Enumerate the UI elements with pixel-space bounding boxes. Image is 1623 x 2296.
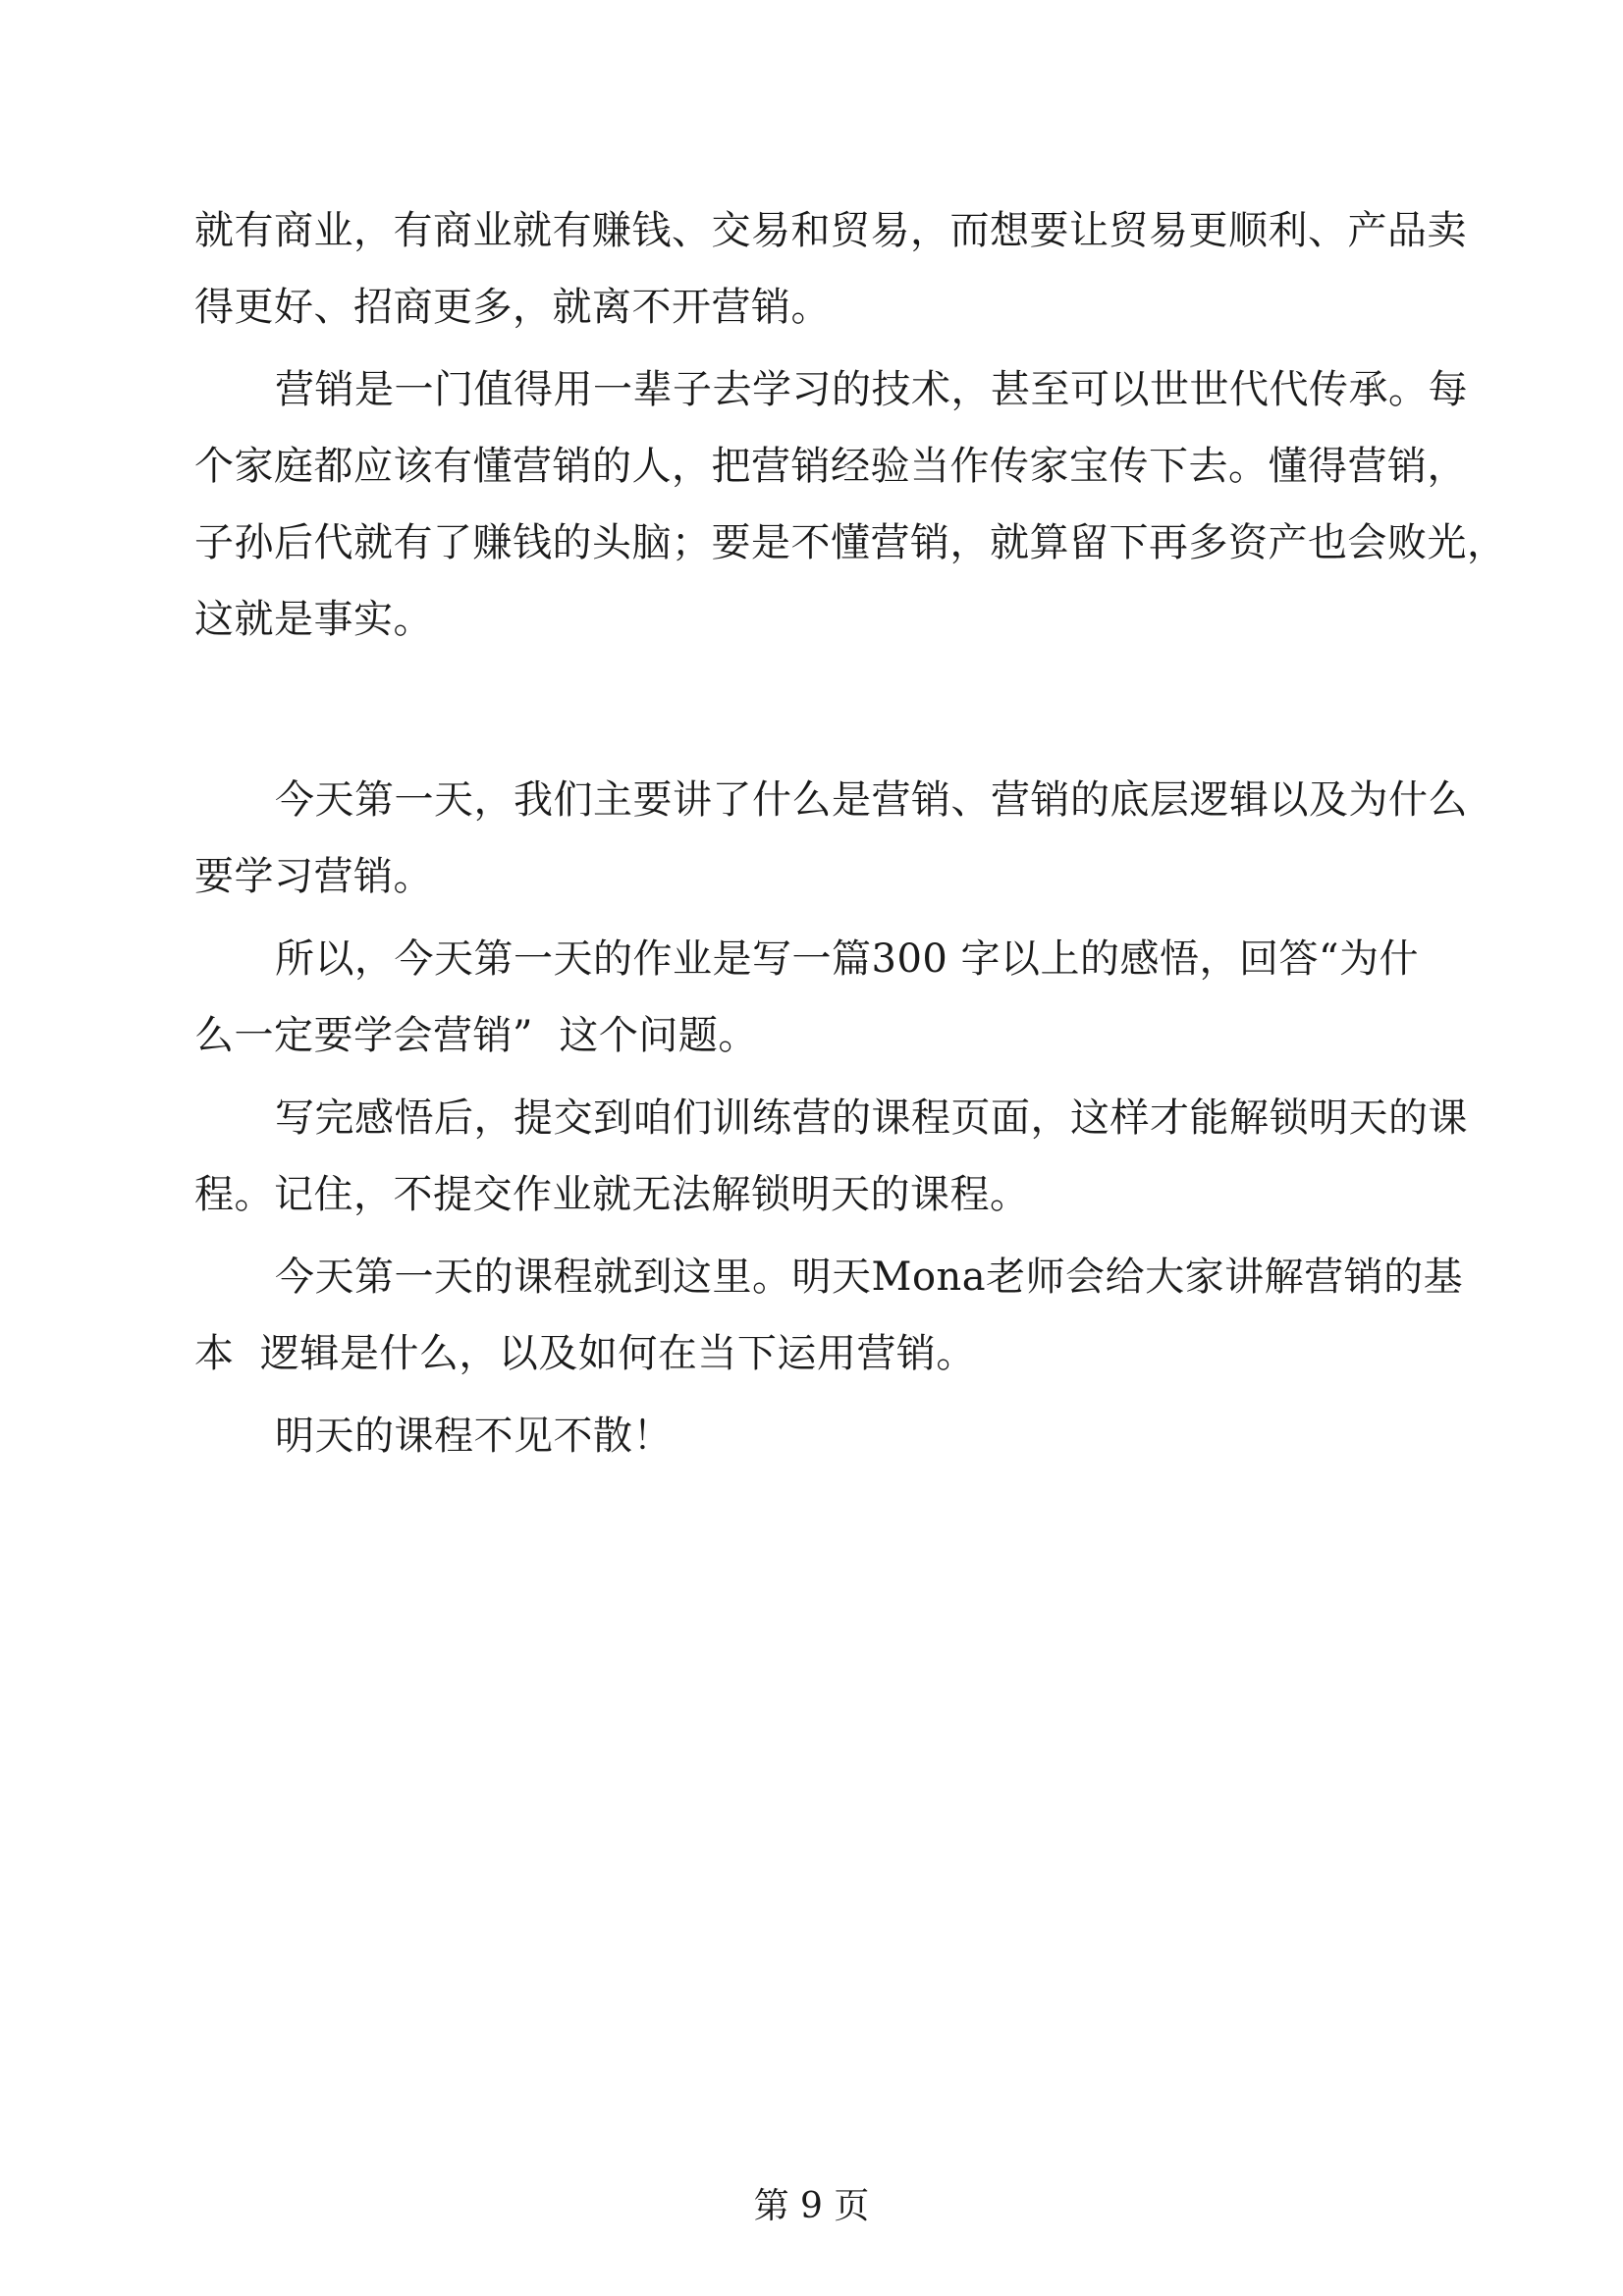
paragraph-line: 今天第一天，我们主要讲了什么是营销、营销的底层逻辑以及为什么	[275, 777, 1468, 823]
paragraph-line: 这就是事实。	[194, 597, 433, 642]
paragraph-line: 本 逻辑是什么，以及如何在当下运用营销。	[194, 1331, 976, 1376]
paragraph-line: 营销是一门值得用一辈子去学习的技术，甚至可以世世代代传承。每	[275, 367, 1468, 412]
paragraph-line: 就有商业，有商业就有赚钱、交易和贸易，而想要让贸易更顺利、产品卖	[194, 208, 1467, 253]
paragraph-line: 所以，今天第一天的作业是写一篇300 字以上的感悟，回答“为什	[275, 936, 1420, 982]
paragraph-line: 明天的课程不见不散！	[275, 1414, 673, 1459]
paragraph-line: 要学习营销。	[194, 854, 433, 899]
paragraph-line: 今天第一天的课程就到这里。明天Mona老师会给大家讲解营销的基	[275, 1255, 1464, 1300]
paragraph-line: 子孙后代就有了赚钱的头脑；要是不懂营销，就算留下再多资产也会败光，	[194, 520, 1507, 565]
page-number: 第 9 页	[753, 2186, 870, 2226]
paragraph-line: 么一定要学会营销” 这个问题。	[194, 1013, 758, 1058]
paragraph-line: 程。记住，不提交作业就无法解锁明天的课程。	[194, 1172, 1030, 1217]
paragraph-line: 写完感悟后，提交到咱们训练营的课程页面，这样才能解锁明天的课	[275, 1095, 1468, 1141]
paragraph-line: 个家庭都应该有懂营销的人，把营销经验当作传家宝传下去。懂得营销，	[194, 444, 1467, 489]
paragraph-line: 得更好、招商更多，就离不开营销。	[194, 285, 831, 330]
